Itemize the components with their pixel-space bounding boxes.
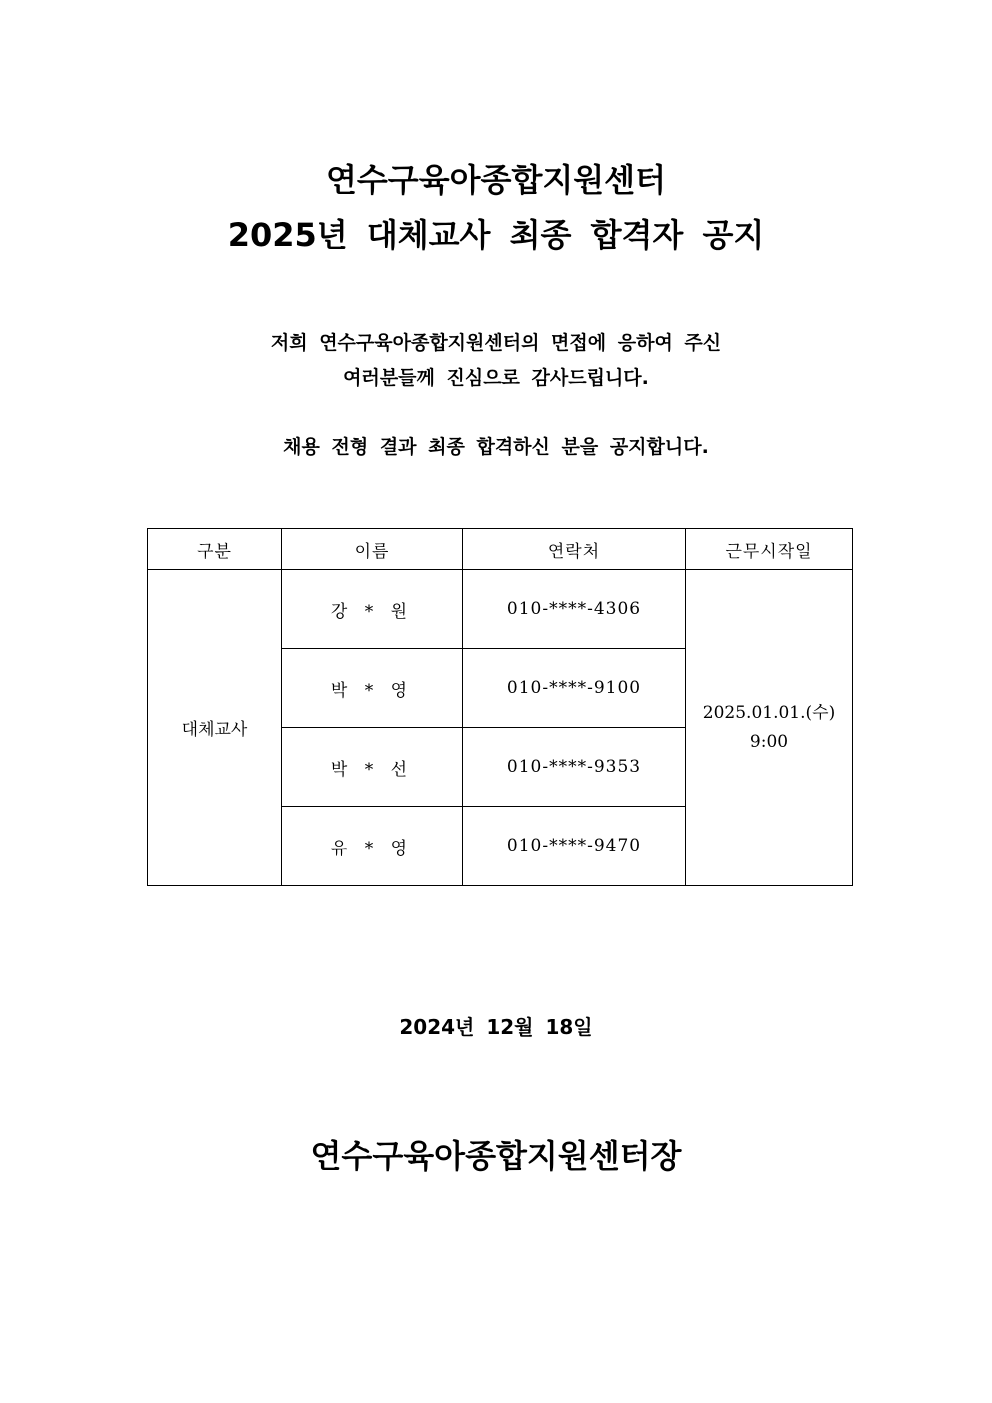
start-date: 2025.01.01.(수) [702,702,836,723]
header-category: 구분 [148,529,282,570]
name-cell: 강 * 원 [282,570,463,649]
category-cell: 대체교사 [148,570,282,886]
name-cell: 박 * 영 [282,649,463,728]
body-text-line-1: 저희 연수구육아종합지원센터의 면접에 응하여 주신 [270,332,722,354]
header-phone: 연락처 [463,529,686,570]
issue-date: 2024년 12월 18일 [399,1015,593,1039]
document-title: 연수구육아종합지원센터 [325,161,667,199]
phone-cell: 010-****-9100 [463,649,686,728]
phone-cell: 010-****-9353 [463,728,686,807]
name-cell: 유 * 영 [282,807,463,886]
signature: 연수구육아종합지원센터장 [310,1137,682,1175]
table-row [148,570,853,649]
name-cell: 박 * 선 [282,728,463,807]
phone-cell: 010-****-9470 [463,807,686,886]
phone-cell: 010-****-4306 [463,570,686,649]
document-subtitle: 2025년 대체교사 최종 합격자 공지 [227,216,765,254]
header-start-date: 근무시작일 [686,529,853,570]
body-text-line-2: 여러분들께 진심으로 감사드립니다. [343,367,649,389]
table-header-row [148,529,853,570]
results-table [147,528,853,886]
header-name: 이름 [282,529,463,570]
start-time: 9:00 [749,731,789,752]
start-date-cell [686,570,853,886]
body-text-line-3: 채용 전형 결과 최종 합격하신 분을 공지합니다. [283,436,709,458]
